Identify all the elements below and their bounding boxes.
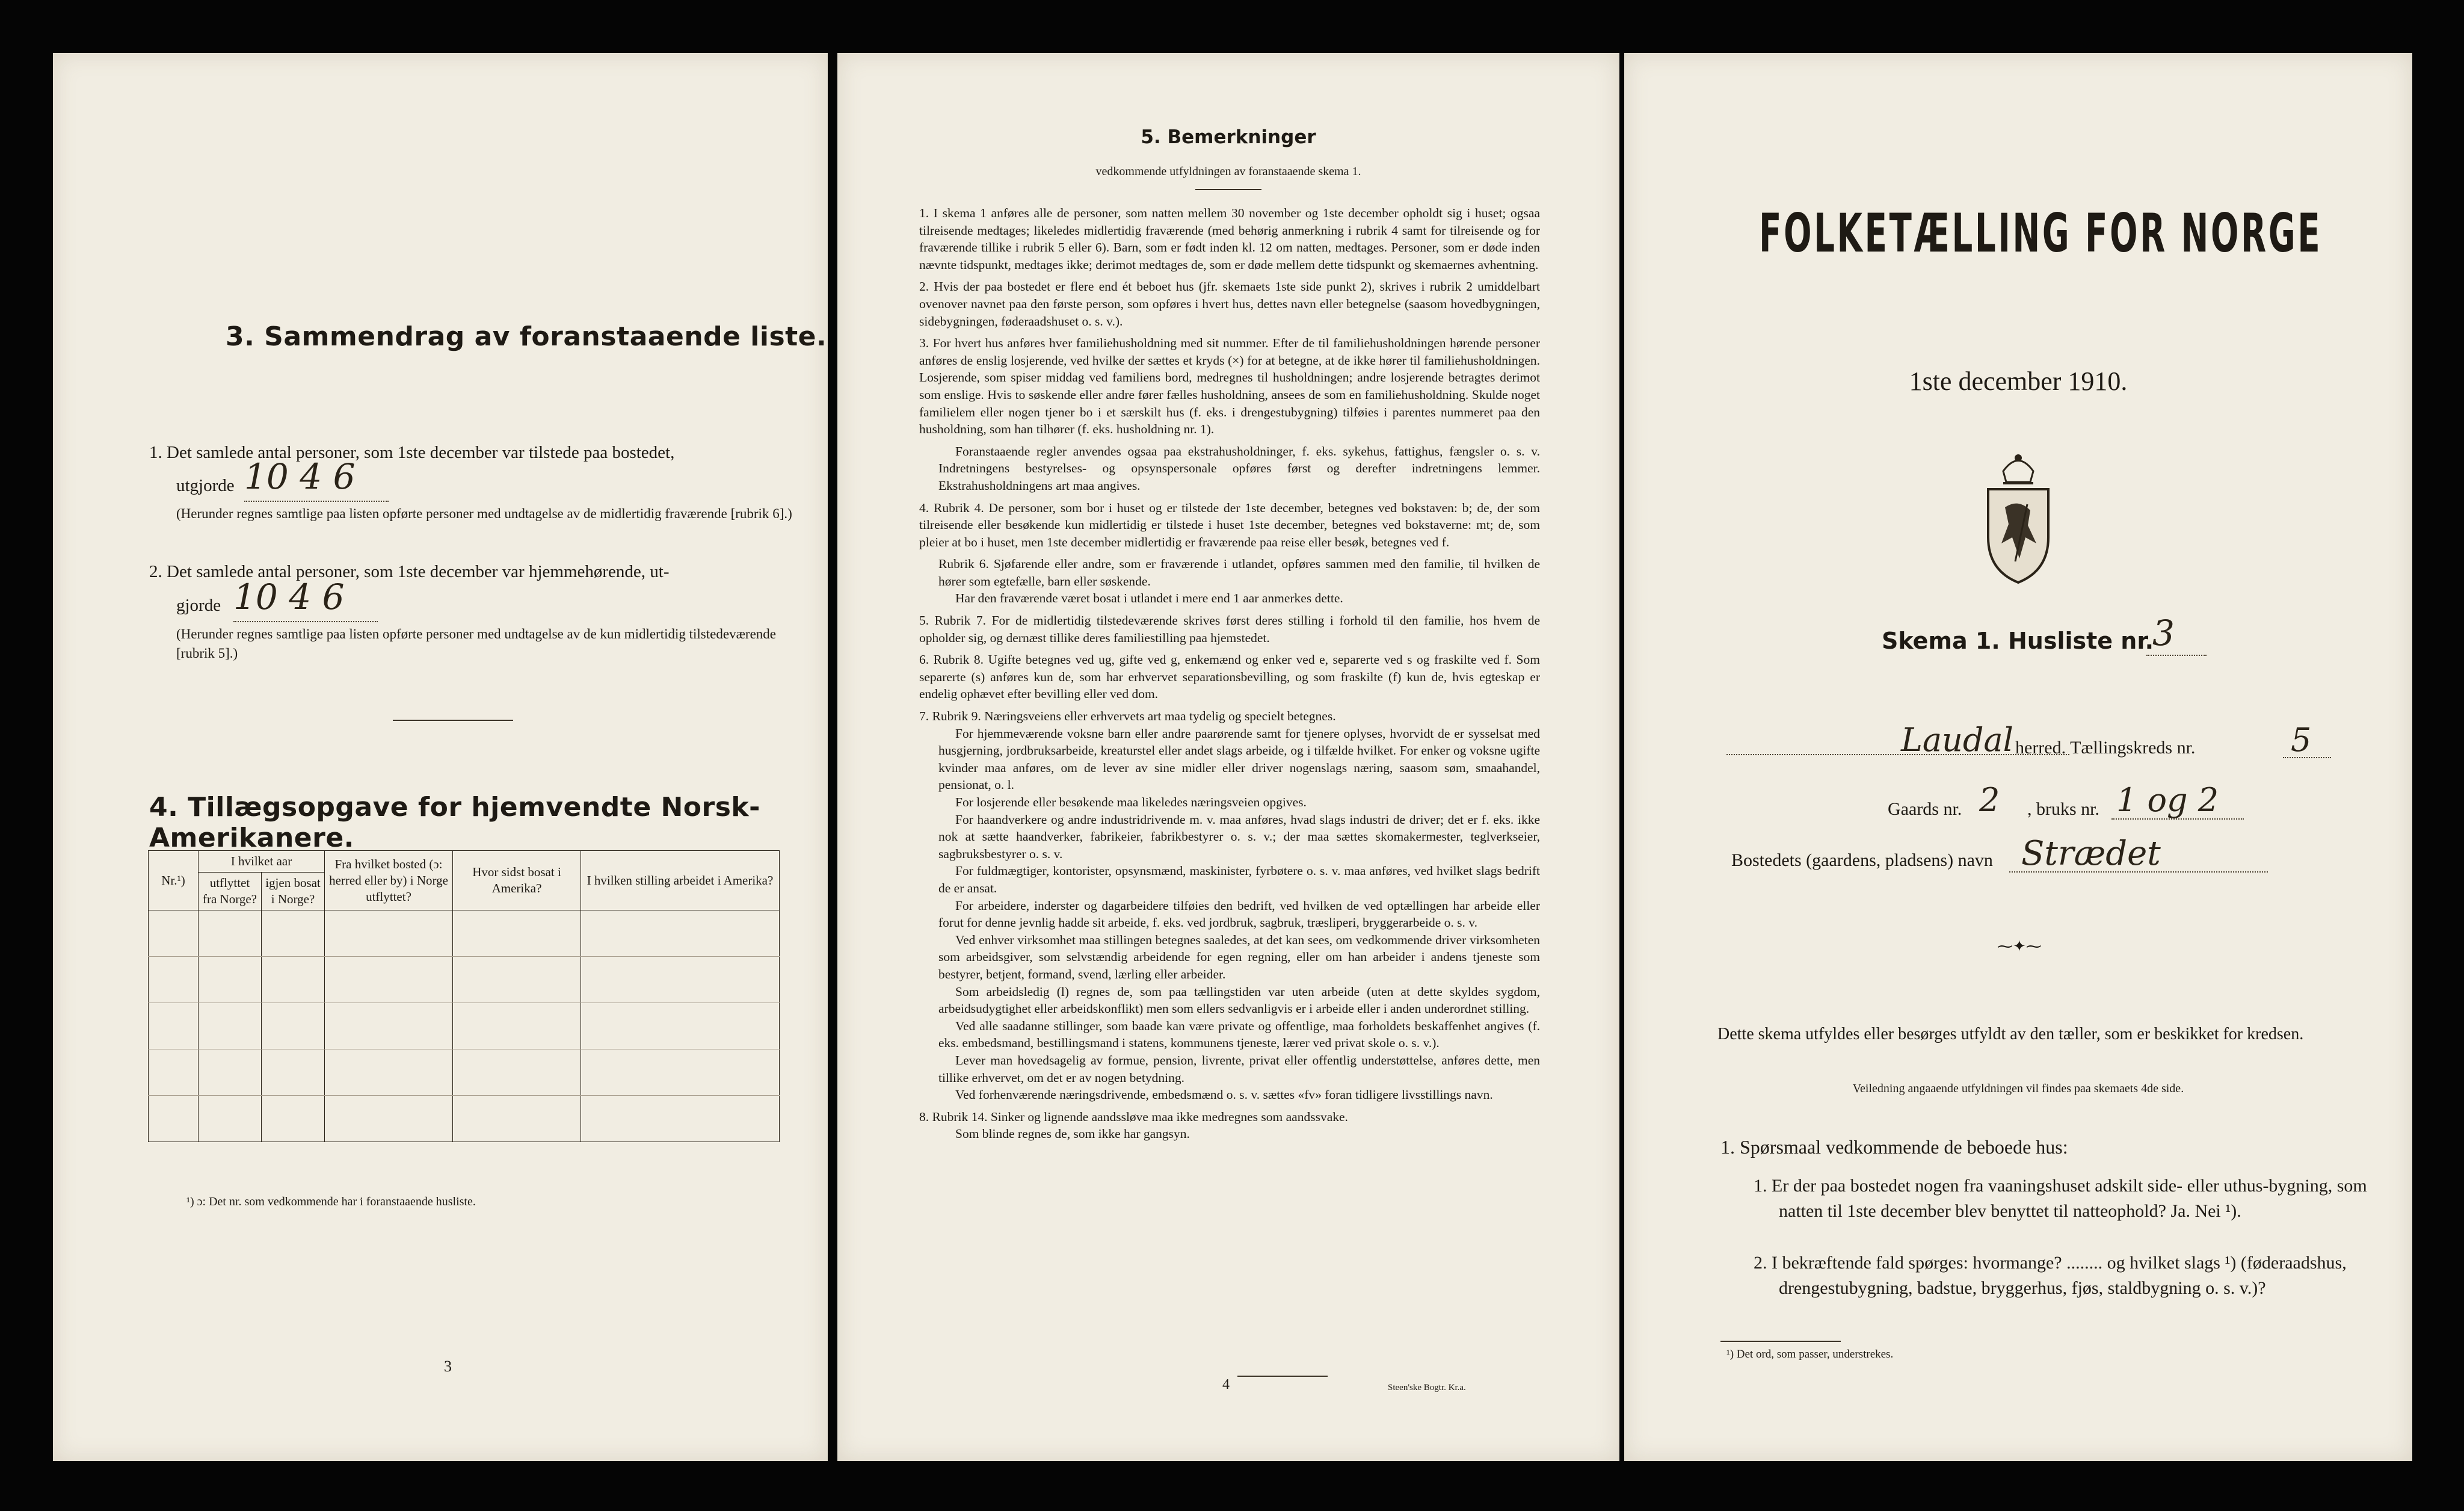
herred-value: Laudal (1901, 721, 2013, 759)
remark-1: 1. I skema 1 anføres alle de personer, som natten mellem 30 november og 1ste december opholdt sig i huset; ogsaa tilreisende medtages; likeledes midlertidig fraværende (med behørig anmerkning i rubrik 4 samt for tilreisende og for fraværende tillike i rubrik 5 eller 6). Barn, som er født inden kl. 12 om natten, medtages. Personer, som er døde inden nævnte tidspunkt, medtages ikke; derimot medtages de, som er døde mellem dette tidspunkt og skemaernes avhentning. (919, 206, 1540, 272)
remark-3: 3. For hvert hus anføres hver familiehusholdning med sit nummer. Efter de til familiehusholdningen hørende personer anføres de enslig losjerende, ved hvilke der sættes et kryds (×) for at betegne, at de ikke hører til familiehusholdningen. Losjerende, som spiser middag ved familiens bord, medregnes til husholdningen; andre losjerende betragtes derimot som enslige. Hvis to søskende eller andre fører fælles husholdning, ansees de som en familiehusholdning. Skulde noget familielem eller nogen tjener bo i et særskilt hus (f. eks. i drengestubygning) tilføies i parentes nummeret paa den husholdning, som han tilhører (f. eks. husholdning nr. 1). (919, 336, 1540, 437)
table-footnote: ¹) ɔ: Det nr. som vedkommende har i foranstaaende husliste. (186, 1195, 476, 1208)
table-row (149, 957, 780, 1003)
remark-7j: Ved forhenværende næringsdrivende, embedsmænd o. s. v. sættes «fv» foran tidligere livsstillings navn. (955, 1087, 1493, 1102)
remark-7i: Lever man hovedsagelig av formue, pension, livrente, privat eller offentlig understøttelse, anføres dette, men tillike erhvervet, om det er av nogen betydning. (938, 1052, 1540, 1085)
section3-title: 3. Sammendrag av foranstaaende liste. (226, 321, 827, 352)
remark-7f: Ved enhver virksomhet maa stillingen betegnes saaledes, at det kan sees, om vedkommende driver virksomheten som arbeidsgiver, som selvstændig arbeidende for egen regning, eller om han arbeider i andens tjeneste som bestyrer, betjent, formand, svend, lærling eller arbeider. (938, 932, 1540, 981)
remark-7a: For hjemmeværende voksne barn eller andre paarørende samt for tjenere oplyses, hvorvidt de er sysselsat med husgjerning, jordbruksarbeide, kreaturstel eller andet slags arbeide, og i tilfælde hvilket. For enker og voksne ugifte kvinder maa anføres, om de lever av sine midler eller driver nogenslags næring, saasom søm, smaahandel, pensionat, o. l. (938, 726, 1540, 793)
table-row (149, 1003, 780, 1049)
item1-value-line (244, 501, 389, 502)
bosted-line (2009, 871, 2268, 873)
remark-5: 5. Rubrik 7. For de midlertidig tilstedeværende skrives først deres stilling i forhold til den familie, hos hvem de opholder sig, og dernæst tillike deres familiestilling paa hjemstedet. (919, 613, 1540, 645)
remark-7g: Som arbeidsledig (l) regnes de, som paa tællingstiden var uten arbeide (uten at dette skyldes sygdom, arbeidsudygtighet eller arbeidskonflikt) men som ellers sedvanligvis er i arbeide eller i anden underordnet stilling. (938, 984, 1540, 1016)
col-fra-hvilket-bosted: Fra hvilket bosted (ɔ: herred eller by) i Norge utflyttet? (325, 851, 453, 910)
bruks-label: , bruks nr. (2027, 799, 2099, 819)
remark-4: 4. Rubrik 4. De personer, som bor i huset og er tilstede der 1ste december, betegnes ved bokstaven: b; de, der som tilreisende eller besøkende kun midlertidig er tilstede i huset 1ste december, betegnes ved bokstaverne: mt; de, som pleier at bo i huset, men 1ste december midlertidig er fraværende paa reise eller besøk, betegnes ved f. (919, 500, 1540, 549)
remark-7h: Ved alle saadanne stillinger, som baade kan være private og offentlige, maa forholdets beskaffenhet angives (f. eks. embedsmand, bestillingsmand i statens, kommunens tjeneste, lærer ved privat skole o. s. v.). (938, 1018, 1540, 1051)
remark-7: 7. Rubrik 9. Næringsveiens eller erhvervets art maa tydelig og specielt betegnes. (919, 709, 1336, 724)
remarks-heading: 5. Bemerkninger (1141, 126, 1316, 148)
col-stilling: I hvilken stilling arbeidet i Amerika? (581, 851, 780, 910)
document-title: FOLKETÆLLING FOR NORGE (1759, 202, 2323, 264)
remark-8: 8. Rubrik 14. Sinker og lignende aandssløve maa ikke medregnes som aandssvake. (919, 1109, 1348, 1124)
divider (393, 720, 513, 721)
col-utflyttet: utflyttet fra Norge? (199, 873, 262, 910)
remark-6: 6. Rubrik 8. Ugifte betegnes ved ug, gifte ved g, enkemænd og enker ved e, separerte ved s og fraskilte ved f. Som separerte (s) anføres kun de, som har erhvervet separationsbevilling, og som fraskilte (f) kun de, hvis egteskap er endelig ophævet efter bevilling eller ved dom. (919, 652, 1540, 702)
bruks-line (2111, 818, 2244, 820)
remarks-body (919, 205, 1540, 1148)
remark-7e: For arbeidere, inderster og dagarbeidere tilføies den bedrift, ved hvilken de ved optællingen har arbeide eller forut for denne jevnlig hadde sit arbeide, f. eks. ved jordbruk, sagbruk, træsliperi, bryggerarbeide o. s. v. (938, 898, 1540, 930)
printer-mark: Steen'ske Bogtr. Kr.a. (1388, 1383, 1466, 1392)
bosted-label: Bostedets (gaardens, pladsens) navn (1731, 850, 1993, 870)
item1-value: 10 4 6 (244, 456, 356, 497)
item1-text: 1. Det samlede antal personer, som 1ste december var tilstede paa bostedet, (149, 443, 675, 462)
item2-note: (Herunder regnes samtlige paa listen opførte personer med undtagelse av de kun midlertidig tilstedeværende [rubrik 5].) (176, 626, 776, 661)
remark-4c: Har den fraværende været bosat i utlandet i mere end 1 aar anmerkes dette. (955, 591, 1343, 606)
item2-value: 10 4 6 (233, 576, 345, 617)
page-number: 4 (1222, 1377, 1230, 1392)
remark-7c: For haandverkere og andre industridrivende m. v. maa anføres, hvad slags industri de driver; det er f. eks. ikke nok at sætte haandverker, fabrikeier, fabrikbestyrer o. s. v.; der maa sættes skomakermester, teglverkseier, sagbruksbestyrer o. s. v. (938, 812, 1540, 861)
col-i-hvilket-aar: I hvilket aar (199, 851, 325, 873)
census-date: 1ste december 1910. (1909, 366, 2128, 396)
norsk-amerikanere-table (148, 850, 780, 1142)
remark-4b: Rubrik 6. Sjøfarende eller andre, som er fraværende i utlandet, opføres sammen med den familie, til hvilken de hører som egtefælle, barn eller søskende. (938, 557, 1540, 589)
norway-coat-of-arms-icon (1970, 447, 2066, 586)
item1-note: (Herunder regnes samtlige paa listen opførte personer med undtagelse av de midlertidig fraværende [rubrik 6].) (176, 506, 792, 521)
col-igjen-bosat: igjen bosat i Norge? (262, 873, 325, 910)
question-1: 1. Er der paa bostedet nogen fra vaaningshuset adskilt side- eller uthus-bygning, som natten til 1ste december blev benyttet til natteophold? Ja. Nei ¹). (1754, 1176, 2367, 1221)
skema-label: Skema 1. Husliste nr. (1882, 628, 2154, 654)
ornament-icon: ⁓✦⁓ (1997, 938, 2042, 955)
remark-7d: For fuldmægtiger, kontorister, opsynsmænd, maskinister, fyrbøtere o. s. v. maa anføres, ved hvilket slags bedrift de er ansat. (938, 864, 1540, 895)
divider (1195, 189, 1261, 190)
herred-label: herred. Tællingskreds nr. (2015, 738, 2196, 758)
item1-label: utgjorde (176, 476, 235, 495)
col-nr: Nr.¹) (149, 851, 199, 910)
veiledning-text: Veiledning angaaende utfyldningen vil findes paa skemaets 4de side. (1852, 1082, 2184, 1095)
kreds-value: 5 (2291, 721, 2312, 759)
remark-7b: For losjerende eller besøkende maa likeledes næringsveien opgives. (955, 795, 1307, 809)
remarks-subheading: vedkommende utfyldningen av foranstaaende skema 1. (1095, 165, 1361, 178)
table-row (149, 1049, 780, 1096)
husliste-line (2146, 655, 2207, 656)
remark-8b: Som blinde regnes de, som ikke har gangsyn. (955, 1126, 1190, 1142)
section4-title: 4. Tillægsopgave for hjemvendte Norsk-Amerikanere. (149, 792, 760, 853)
divider (1237, 1376, 1328, 1377)
kreds-line (2283, 757, 2331, 758)
right-page (1624, 53, 2412, 1461)
col-hvor-sidst: Hvor sidst bosat i Amerika? (453, 851, 581, 910)
divider (1720, 1341, 1841, 1342)
bruks-value: 1 og 2 (2116, 781, 2219, 819)
table-row (149, 1096, 780, 1142)
gaards-value: 2 (1979, 781, 2000, 819)
bosted-value: Strædet (2021, 834, 2161, 873)
right-footnote: ¹) Det ord, som passer, understrekes. (1726, 1348, 1894, 1361)
remark-2: 2. Hvis der paa bostedet er flere end ét beboet hus (jfr. skemaets 1ste side punkt 2), skrives i rubrik 2 umiddelbart ovenover navnet paa den første person, som opføres i hvert hus, dettes navn eller betegnelse (saasom hovedbygningen, sidebygningen, føderaadshuset o. s. v.). (919, 279, 1540, 329)
question-2: 2. I bekræftende fald spørges: hvormange? ........ og hvilket slags ¹) (føderaadshus, drengestubygning, badstue, bryggerhus, fjøs, staldbygning o. s. v.)? (1754, 1253, 2347, 1298)
item2-text: 2. Det samlede antal personer, som 1ste december var hjemmehørende, ut- (149, 562, 670, 581)
page-number: 3 (444, 1358, 452, 1375)
table-row (149, 910, 780, 957)
remark-3b: Foranstaaende regler anvendes ogsaa paa ekstrahusholdninger, f. eks. sykehus, fattighus, fængsler o. s. v. Indretningens bestyrelses- og opsynspersonale opføres først og derefter indretningens lemmer. Ekstrahusholdningens art maa angives. (938, 443, 1540, 493)
item2-value-line (233, 621, 378, 622)
gaards-label: Gaards nr. (1888, 799, 1962, 819)
husliste-nr: 3 (2152, 613, 2175, 654)
item2-label: gjorde (176, 596, 221, 615)
left-page (53, 53, 828, 1461)
instruction-text: Dette skema utfyldes eller besørges utfyldt av den tæller, som er beskikket for kredsen. (1717, 1025, 2304, 1043)
questions-heading: 1. Spørsmaal vedkommende de beboede hus: (1720, 1136, 2068, 1158)
middle-page (837, 53, 1619, 1461)
